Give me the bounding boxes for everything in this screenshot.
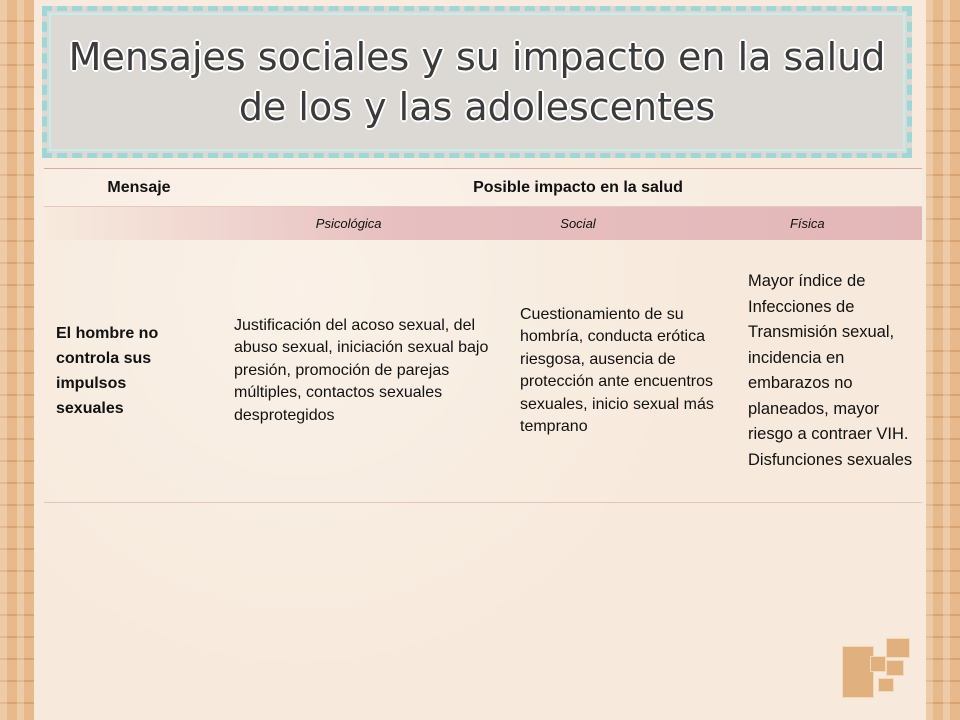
cell-social: Cuestionamiento de su hombría, conducta erótica riesgosa, ausencia de protección ante encuentros sexuales, inicio sexual más temprano [520,305,714,435]
subheader-psicologica: Psicológica [315,216,382,231]
impact-table [44,168,922,503]
cell-mensaje: El hombre no controla sus impulsos sexuales [56,325,159,417]
slide-title: Mensajes sociales y su impacto en la salud de los y las adolescentes [68,35,886,129]
table-header-row [44,168,922,207]
header-mensaje: Mensaje [107,178,171,196]
table-row [44,240,922,503]
slide-content [34,0,926,720]
subheader-fisica: Física [789,216,825,231]
subheader-social: Social [560,216,596,231]
header-impacto: Posible impacto en la salud [473,178,683,196]
left-decorative-border [0,0,34,720]
title-box [42,6,912,158]
right-decorative-border [926,0,960,720]
cell-psicologica: Justificación del acoso sexual, del abuso sexual, iniciación sexual bajo presión, promoción de parejas múltiples, contactos sexuales desprotegidos [234,316,489,424]
cell-fisica: Mayor índice de Infecciones de Transmisión sexual, incidencia en embarazos no planeados, mayor riesgo a contraer VIH. Disfunciones sexuales [748,272,913,469]
table-subheader-row [44,207,922,240]
decorative-tiles-icon [842,638,916,700]
